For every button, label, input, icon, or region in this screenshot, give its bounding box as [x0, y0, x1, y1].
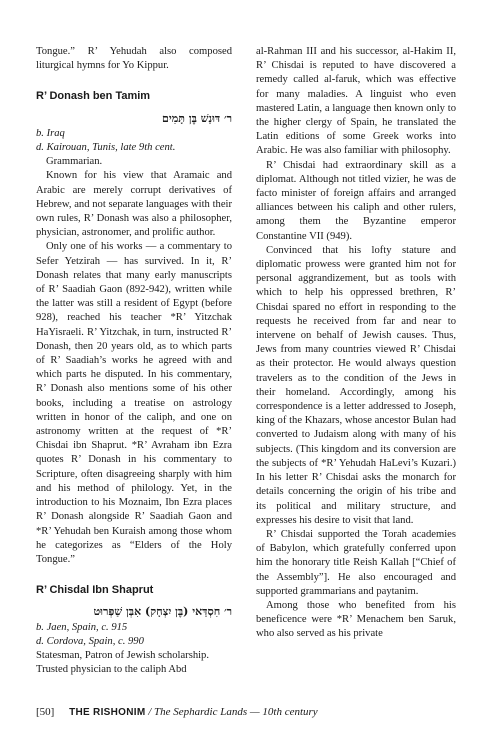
- hebrew-name-donash: ר׳ דּוּנַשׁ בֶּן תָּמִים: [162, 111, 232, 125]
- birth-donash: b. Iraq: [36, 127, 65, 139]
- hebrew-name-chisdai: ר׳ חִסְדַּאי (בֶּן יִצְחָק) אִבְּן שַׁפְּרוּט: [93, 605, 232, 619]
- section-heading-chisdai: R’ Chisdal Ibn Shaprut: [36, 584, 154, 597]
- book-subtitle: / The Sephardic Lands — 10th century: [145, 706, 318, 718]
- paragraph-chisdai-3: Convinced that his lofty stature and diplomatic prowess were granted him not for personal aggrandizement, but as tools with which to help his oppressed brethren, R’ Chisdai spared no effort in responding to the requests he received from far and near to intervene on behalf of Jewish causes. Thus, Jews from many countries viewed R’ Chisdai as their protector. He would always question travelers as to the condition of the Jews in their homeland. Accordingly, among his correspondence is a letter addressed to Joseph, king of the Khazars, whose ancestor Bulan had converted to Judaism along with many of his subjects. (This kingdom and its conversion are the subjects of *R’ Yehudah HaLevi’s Kuzari.) In his letter R’ Chisdai asks the monarch for details concerning the origin of his tribe and its political and military structure, and expresses his desire to visit that land.: [256, 244, 456, 526]
- death-chisdai: d. Cordova, Spain, c. 990: [36, 635, 144, 647]
- paragraph-donash-2: Only one of his works — a commentary to Sefer Yetzirah — has survived. In it, R’ Donash relates that many early manuscripts of R’ Saadiah Gaon (892-942), written while the latter was still a resident of Egypt (before 928), reached his teacher *R’ Yitzchak HaYisraeli. R’ Yitzchak, in turn, instructed R’ Donash, then 20 years old, as to which parts of R’ Saadiah’s works he agreed with and which parts he disputed. In his commentary, R’ Donash also mentions some of his other books, including a treatise on astrology written in honor of the caliph, and one on astronomy written at the request of *R’ Chisdai ibn Shaprut. *R’ Avraham ibn Ezra quotes R’ Donash in his commentary to Scripture, often disagreeing sharply with him and his method of philology. Yet, in the introduction to his Moznaim, Ibn Ezra places R’ Donash alongside R’ Saadiah Gaon and *R’ Yehudah ben Kuraish among those whom he categorizes as “Elders of the Holy Tongue.”: [36, 241, 232, 565]
- right-column: [256, 45, 456, 642]
- paragraph-donash-1: Known for his view that Aramaic and Arabic are merely corrupt derivatives of Hebrew, and not separate languages with their own rules, R’ Donash was also a philosopher, physician, astronomer, and prolific author.: [36, 170, 232, 239]
- paragraph-chisdai-1: al-Rahman III and his successor, al-Hakim II, R’ Chisdai is reputed to have discovered a remedy called al-faruk, which was effective for many maladies. A linguist who even mastered Latin, a language then known only to the higher clergy of Spain, he translated the Latin editions of some Greek works into Arabic. He was also familiar with philosophy.: [256, 46, 456, 157]
- book-title: THE RISHONIM: [69, 707, 146, 718]
- role-chisdai: Statesman, Patron of Jewish scholarship.: [36, 649, 210, 661]
- paragraph-chisdai-2: R’ Chisdai had extraordinary skill as a diplomat. Although not titled vizier, he was de facto minister of foreign affairs and arranged alliances between his caliph and other rulers, among them the Byzantine emperor Constantine VII (949).: [256, 159, 456, 242]
- death-donash: d. Kairouan, Tunis, late 9th cent.: [36, 142, 176, 154]
- section-heading-donash: R’ Donash ben Tamim: [36, 90, 151, 103]
- page-number: [50]: [36, 706, 55, 718]
- paragraph-chisdai-5: Among those who benefited from his beneficence were *R’ Menachem ben Saruk, who also served as his private: [256, 599, 456, 640]
- intro-paragraph: Tongue.” R’ Yehudah also composed liturgical hymns for Yo Kippur.: [36, 46, 232, 72]
- birth-chisdai: b. Jaen, Spain, c. 915: [36, 621, 128, 633]
- paragraph-chisdai-4: R’ Chisdai supported the Torah academies of Babylon, which gratefully conferred upon him the honorary title Reish Kallah [“Chief of the Assembly”]. He also encouraged and supported grammarians and paytanim.: [256, 528, 456, 597]
- role-donash: Grammarian.: [46, 156, 103, 168]
- paragraph-chisdai-start: Trusted physician to the caliph Abd: [36, 664, 187, 676]
- left-column: [36, 45, 232, 677]
- page-footer: [36, 706, 466, 718]
